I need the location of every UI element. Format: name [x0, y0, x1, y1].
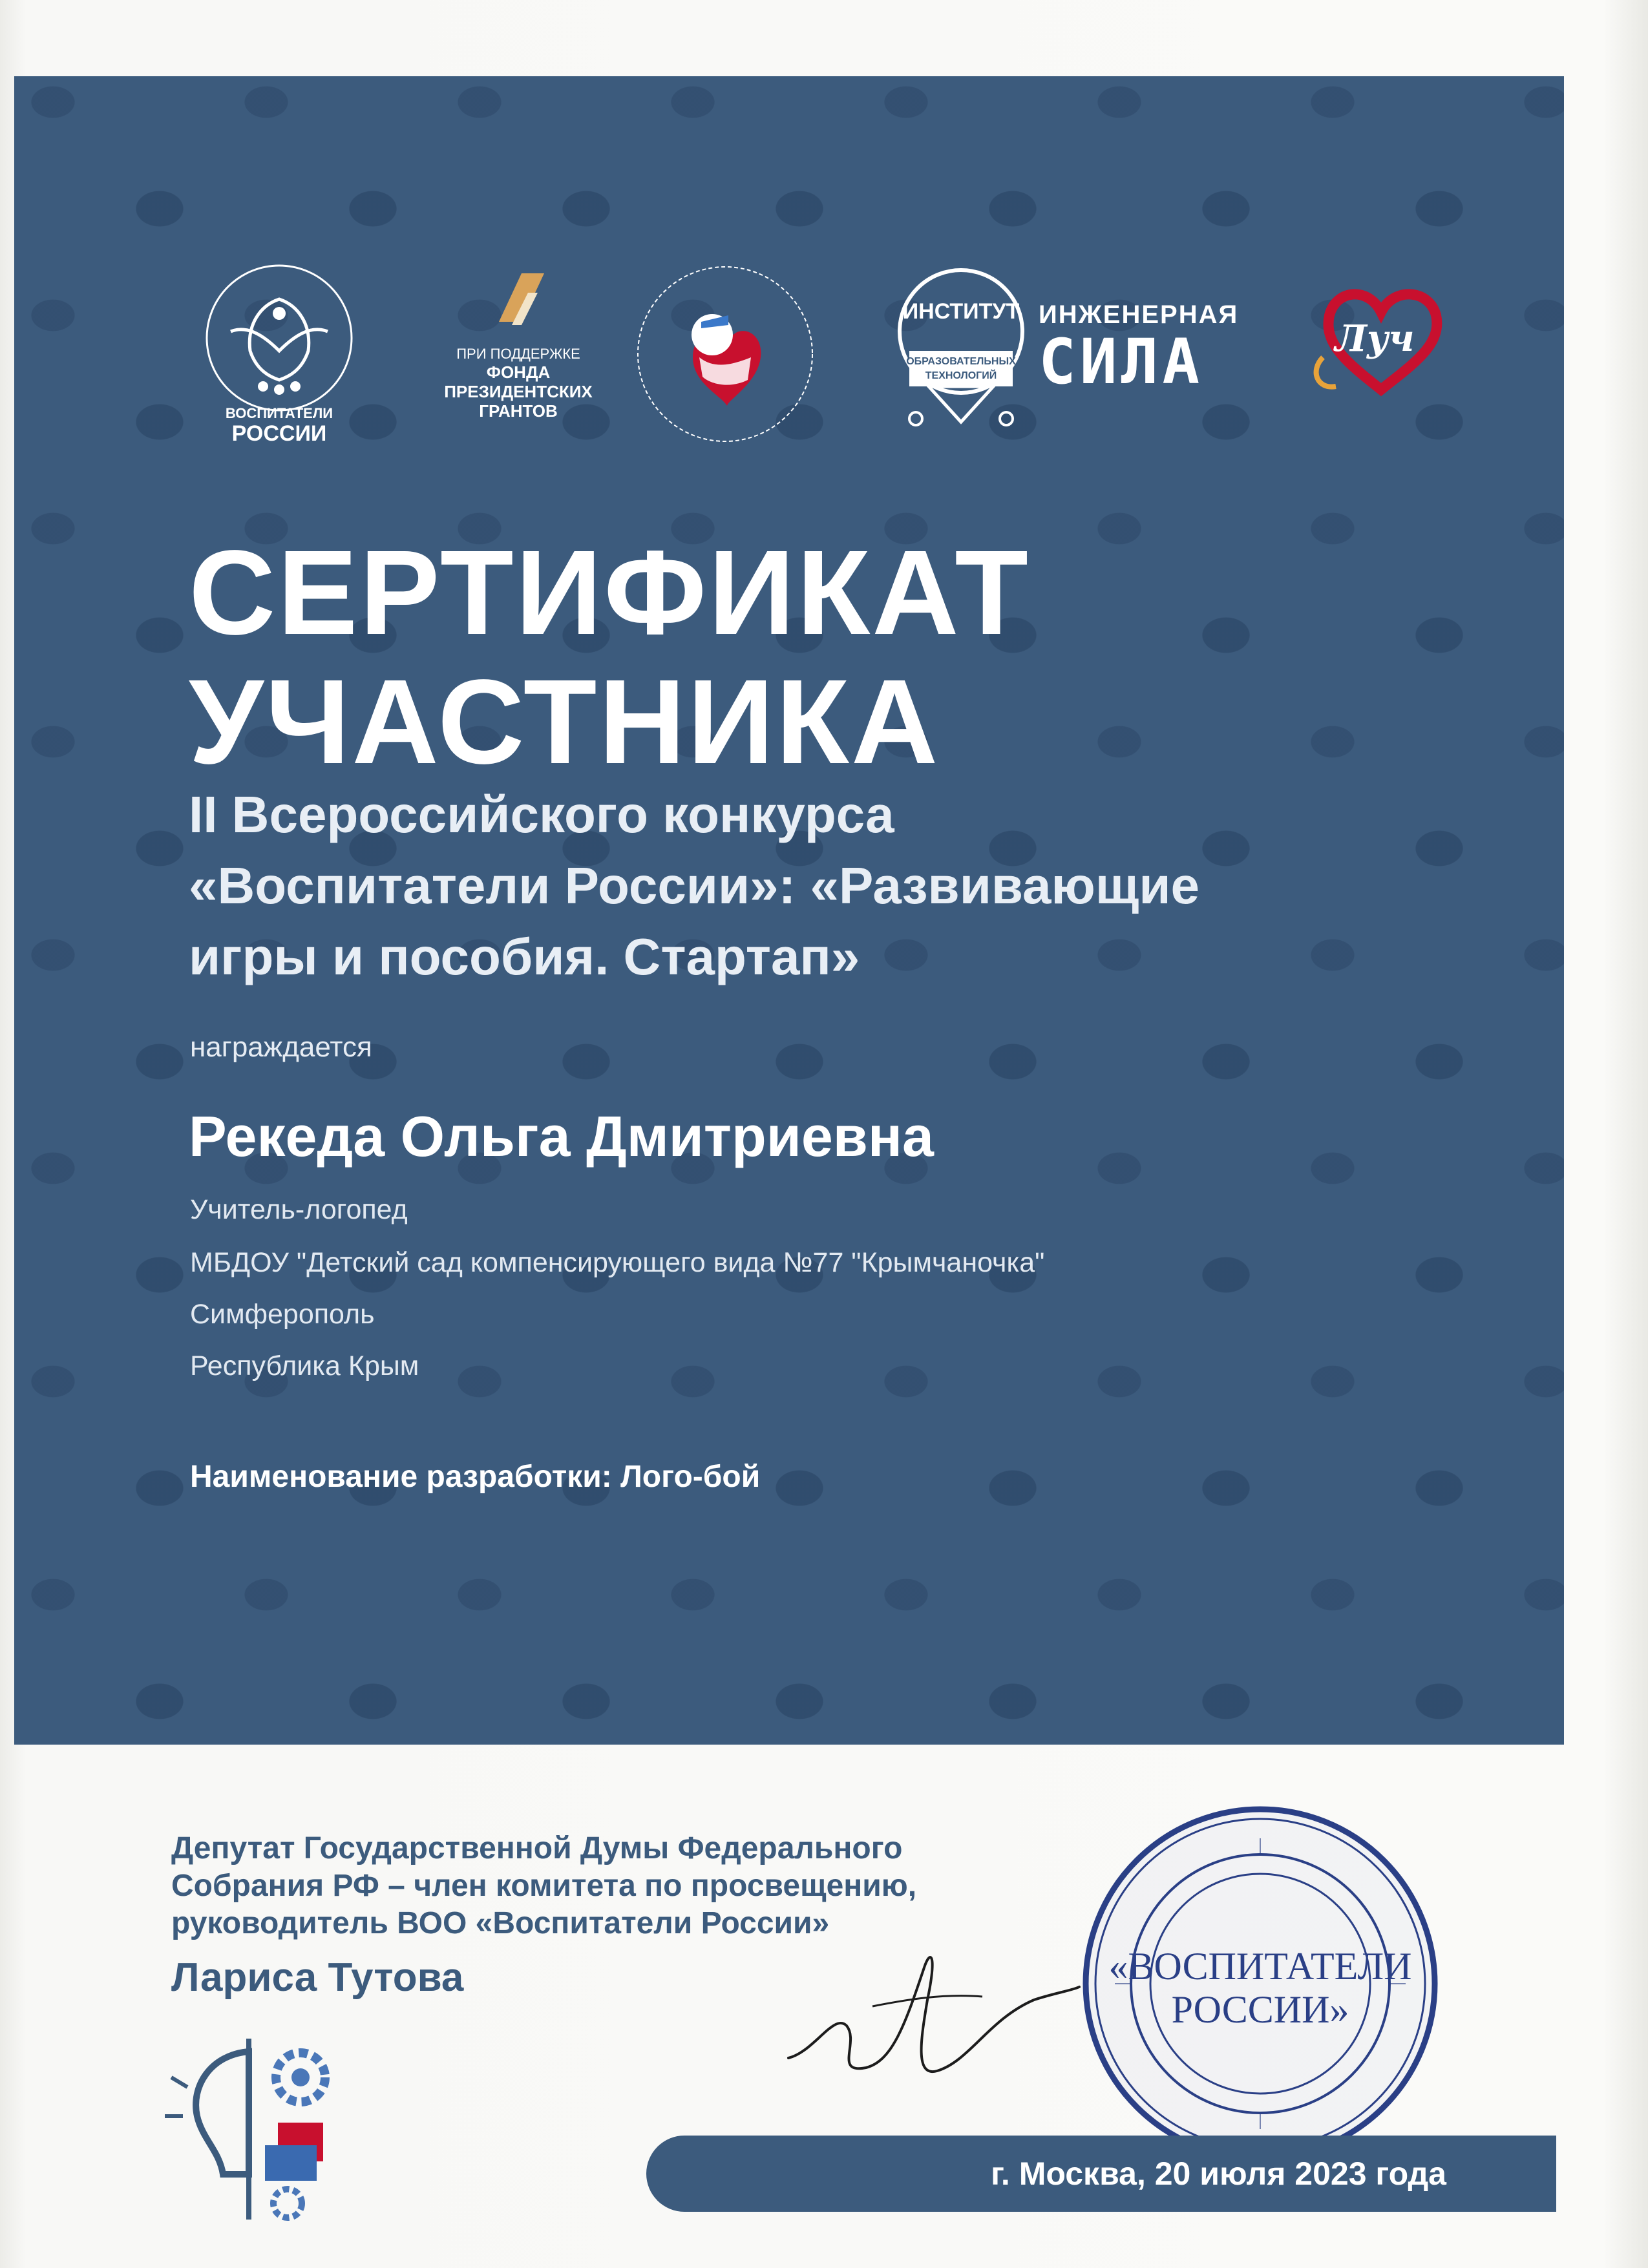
logos-row	[185, 260, 1465, 454]
signatory-name: Лариса Тутова	[171, 1955, 464, 2000]
recipient-position: Учитель-логопед	[190, 1194, 408, 1225]
title-line2: УЧАСТНИКА	[189, 655, 940, 789]
vospitateli-rossii-logo	[185, 260, 373, 454]
contest-line2: «Воспитатели России»: «Развивающие	[189, 857, 1200, 914]
recipient-name: Рекеда Ольга Дмитриевна	[189, 1104, 934, 1168]
presidential-grants-logo	[425, 260, 612, 454]
eagle-emblem-icon	[185, 260, 373, 415]
logo-fund-line2: ФОНДА	[486, 362, 551, 382]
logo-fund-line3: ПРЕЗИДЕНТСКИХ	[444, 382, 593, 401]
contest-description	[189, 779, 1546, 992]
luch-logo	[1297, 260, 1465, 454]
signatory-role-line2: Собрания РФ – член комитета по просвещению,	[171, 1869, 917, 1903]
grants-fund-icon	[425, 260, 612, 338]
recipient-region: Республика Крым	[190, 1350, 419, 1381]
research-logo	[631, 260, 819, 454]
awarded-label: награждается	[190, 1031, 372, 1063]
signatory-role	[171, 1830, 979, 1942]
certificate-title	[189, 526, 1030, 789]
logo-vospitateli-line2: РОССИИ	[231, 421, 327, 446]
logo-engineering-line1: ИНЖЕНЕРНАЯ	[1039, 300, 1239, 329]
recipient-city: Симферополь	[190, 1299, 375, 1330]
certificate-panel	[14, 76, 1564, 1745]
logo-institute-line1: ИНСТИТУТ	[902, 299, 1020, 324]
recipient-organization: МБДОУ "Детский сад компенсирующего вида №77 "Крымчаночка"	[190, 1247, 1045, 1278]
logo-vospitateli-line1: ВОСПИТАТЕЛИ	[225, 405, 333, 421]
date-bar	[646, 2136, 1556, 2212]
logo-luch-text: Луч	[1335, 317, 1415, 360]
signatory-role-line3: руководитель ВОО «Воспитатели России»	[171, 1906, 830, 1940]
ideas-gears-icon	[165, 2026, 359, 2232]
organization-stamp	[1076, 1800, 1444, 2168]
logo-fund-line4: ГРАНТОВ	[479, 401, 558, 421]
bird-heart-icon	[631, 260, 819, 448]
institute-emblem-icon	[871, 260, 1051, 441]
logo-engineering-line2: СИЛА	[1039, 326, 1204, 398]
logo-fund-line1: ПРИ ПОДДЕРЖКЕ	[456, 346, 580, 362]
issue-date: г. Москва, 20 июля 2023 года	[991, 2156, 1446, 2192]
signatory-role-line1: Депутат Государственной Думы Федерального	[171, 1831, 903, 1865]
logo-institute-line2: ОБРАЗОВАТЕЛЬНЫХ	[906, 356, 1016, 367]
contest-line1: II Всероссийского конкурса	[189, 786, 894, 843]
logo-institute-line3: ТЕХНОЛОГИЙ	[925, 370, 997, 381]
title-line1: СЕРТИФИКАТ	[189, 526, 1030, 660]
stamp-text-line1: «ВОСПИТАТЕЛИ	[1108, 1945, 1412, 1988]
engineering-power-logo	[1039, 260, 1252, 454]
handwritten-signature	[776, 1929, 1086, 2097]
contest-line3: игры и пособия. Стартап»	[189, 928, 860, 985]
stamp-text-line2: РОССИИ»	[1171, 1988, 1349, 2031]
institute-logo	[871, 260, 1051, 454]
development-title: Наименование разработки: Лого-бой	[190, 1460, 761, 1494]
